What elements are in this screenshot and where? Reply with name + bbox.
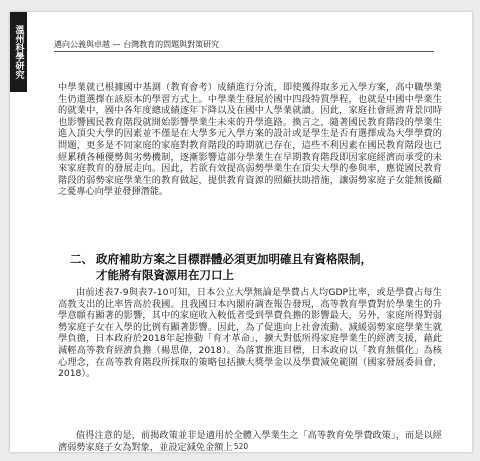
body-paragraph-1: 中學業就已根據國中基測（教育會考）成績進行分流，即使獲得取多元入學方案，高中職學業生仍還選擇在該原本的學習方式上。中學業生發展於國中四段特質學程，也就是中國中學業生的就業中，國中各年度總成績逐年下降以及在國中人學業就讀。因此，家庭社會經濟背景同時也影響國民教育階段就開始影響學業生未來的升學進路。換言之，隨著國民教育階段的學業生進入頂尖大學的因素並不僅是在大學多元入學方案的設計或是學生是否有選擇成為大學學費的問題，更多是不同家庭的家庭對教育階段的時期就已存在，這些不利因素在國民教育階段也已經累積各種優勢與劣勢機制，逐漸影響這部分學業生在早期教育階段即因家庭經濟而承受的未來家庭教育的發展走向。因此，若欲有效提高弱勢學業生在頂尖大學的參與率，應從國民教育階段的弱勢家庭學業生的教育做起，提供教育資源的照顧扶助措施，讓弱勢家庭子女能無後顧之憂專心向學並發揮潛能。	[58, 82, 442, 198]
section-heading	[70, 251, 450, 283]
chapter-side-tab: 溫州科學研究	[10, 12, 27, 92]
body-paragraph-3: 值得注意的是，前揭政策並非是適用於全體入學業生之「高等教育免學費政策」，而是以經濟弱勢家庭子女為對象，並設定減免金額上	[58, 430, 442, 453]
body-paragraph-2: 由前述表7-9與表7-10可知，日本公立大學無論是學費占人均GDP比率，或是學費占每生高教支出的比率皆高於我國。且我國日本內閣府調查報告發現，高等教育學費對於學業生的升學意願有顯著的影響，其中的家庭收入較低者受到學費負擔的影響最大，另外，家庭所得對弱勢家庭子女在入學的比例有顯著影響。因此，為了促進向上社會流動、減緩弱勢家庭學業生就學負擔，日本政府於2018年起推動「育才革命」，擴大對低所得家庭學業生的經濟支援，藉此減輕高等教育經濟負擔（楊思偉，2018）。為落實推進目標，日本政府以「教育無償化」為核心理念，在高等教育階段所採取的策略包括擴大獎學金以及學費減免範圍（國家發展委員會，2018）。	[58, 287, 442, 380]
section-heading-line-1: 政府補助方案之目標群體必須更加明確且有資格限制，	[96, 252, 372, 266]
header-rule	[54, 51, 434, 52]
running-header: 邁向公義與卓越 — 台灣教育的問題與對策研究	[54, 40, 220, 49]
section-number: 二、	[70, 252, 93, 266]
document-page	[10, 12, 472, 452]
page-number: 520	[233, 442, 249, 451]
section-heading-line-2: 才能將有限資源用在刀口上	[96, 268, 234, 282]
